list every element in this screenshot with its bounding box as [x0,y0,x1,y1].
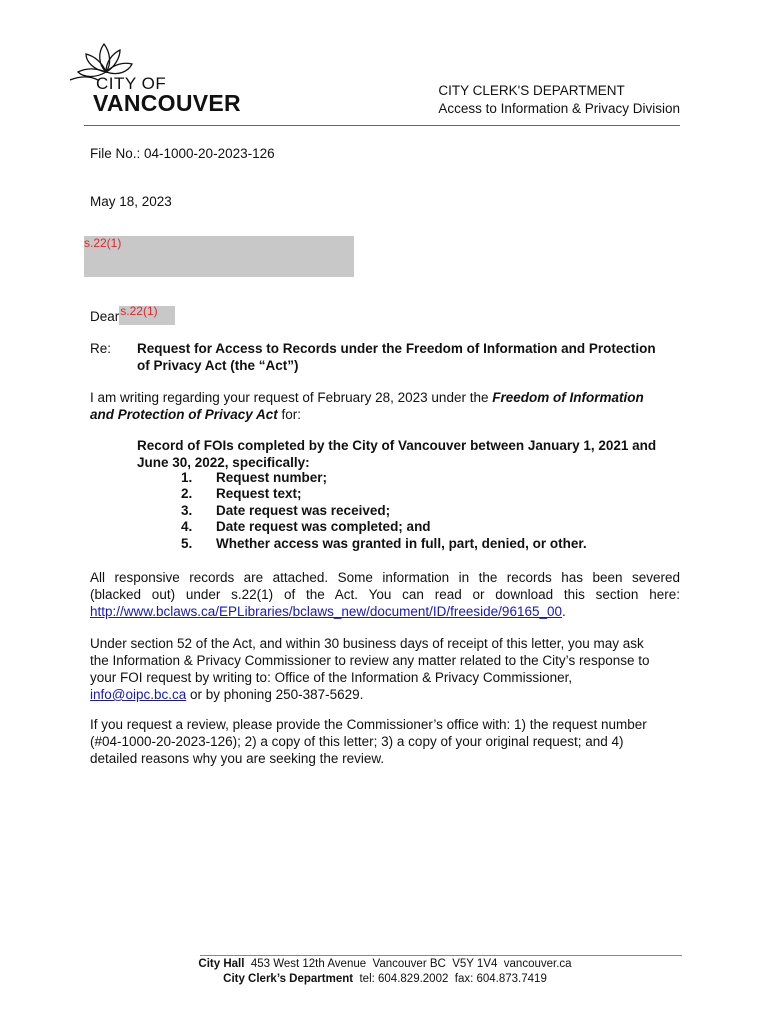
list-item [181,519,192,534]
department-name: CITY CLERK'S DEPARTMENT [438,83,625,98]
request-review-line1: If you request a review, please provide the Commissioner’s office with: 1) the request number [90,717,647,732]
division-name: Access to Information & Privacy Division [438,101,680,116]
department-header [438,82,680,118]
header-divider [84,125,680,126]
review-line1: Under section 52 of the Act, and within 30 business days of receipt of this letter, you may ask [90,636,644,651]
list-item-text: Date request was received; [216,503,391,518]
list-number: 3. [181,503,193,518]
list-item-text: Whether access was granted in full, part, denied, or other. [216,536,587,551]
record-description [137,437,656,471]
record-line2: June 30, 2022, specifically: [137,455,310,470]
salutation [90,306,175,325]
footer-city-hall-address: 453 West 12th Avenue Vancouver BC V5Y 1V4 vancouver.ca [244,958,572,970]
list-item [181,536,192,551]
redaction-label: s.22(1) [84,236,122,250]
request-review-paragraph [90,716,647,767]
intro-text: I am writing regarding your request of February 28, 2023 under the [90,390,493,405]
footer-city-hall-label: City Hall [198,958,245,970]
list-item [181,486,192,501]
bclaws-link[interactable]: http://www.bclaws.ca/EPLibraries/bclaws_new/document/ID/freeside/96165_00 [90,604,562,619]
list-number: 1. [181,470,193,485]
record-line1: Record of FOIs completed by the City of Vancouver between January 1, 2021 and [137,438,657,453]
act-name-part2: and Protection of Privacy Act [90,407,278,422]
request-review-line2: (#04-1000-20-2023-126); 2) a copy of this letter; 3) a copy of your original request; and 4) [90,734,624,749]
responsive-line1: All responsive records are attached. Some information in the records has been severed [90,570,680,585]
re-subject-line2: of Privacy Act (the “Act”) [137,358,299,373]
review-line2: the Information & Privacy Commissioner to review any matter related to the City’s response to [90,653,650,668]
re-subject [137,340,656,374]
intro-text-after: for: [277,407,302,422]
request-review-line3: detailed reasons why you are seeking the review. [90,751,385,766]
footer [90,957,680,987]
oipc-email-link[interactable]: info@oipc.bc.ca [90,687,187,702]
redacted-name [119,306,175,325]
footer-clerk-contact: tel: 604.829.2002 fax: 604.873.7419 [353,973,547,985]
logo-text-vancouver: VANCOUVER [93,90,241,116]
letter-date: May 18, 2023 [90,194,172,209]
review-line3: your FOI request by writing to: Office of the Information & Privacy Commissioner, [90,670,573,685]
list-item [181,470,192,485]
list-number: 4. [181,519,193,534]
list-item-text: Request number; [216,470,328,485]
intro-paragraph [90,389,644,423]
re-subject-line1: Request for Access to Records under the Freedom of Information and Protection [137,341,656,356]
responsive-line2: (blacked out) under s.22(1) of the Act. You can read or download this section here: [90,587,680,602]
footer-divider [200,955,682,956]
city-of-vancouver-logo [66,42,266,120]
act-name-part1: Freedom of Information [492,390,644,405]
file-number: File No.: 04-1000-20-2023-126 [90,146,275,161]
list-number: 2. [181,486,193,501]
list-item-text: Date request was completed; and [216,519,431,534]
list-item [181,503,192,518]
review-line4: or by phoning 250-387-5629. [186,687,364,702]
logo-text-city-of: CITY OF [96,74,167,93]
period: . [562,604,566,619]
redaction-label: s.22(1) [120,304,158,318]
list-item-text: Request text; [216,486,302,501]
footer-clerk-label: City Clerk’s Department [223,973,354,985]
redacted-address-block [84,236,354,277]
list-number: 5. [181,536,193,551]
salutation-text: Dear [90,309,120,324]
review-paragraph [90,635,650,703]
re-label: Re: [90,341,112,356]
responsive-records-paragraph [90,569,680,620]
